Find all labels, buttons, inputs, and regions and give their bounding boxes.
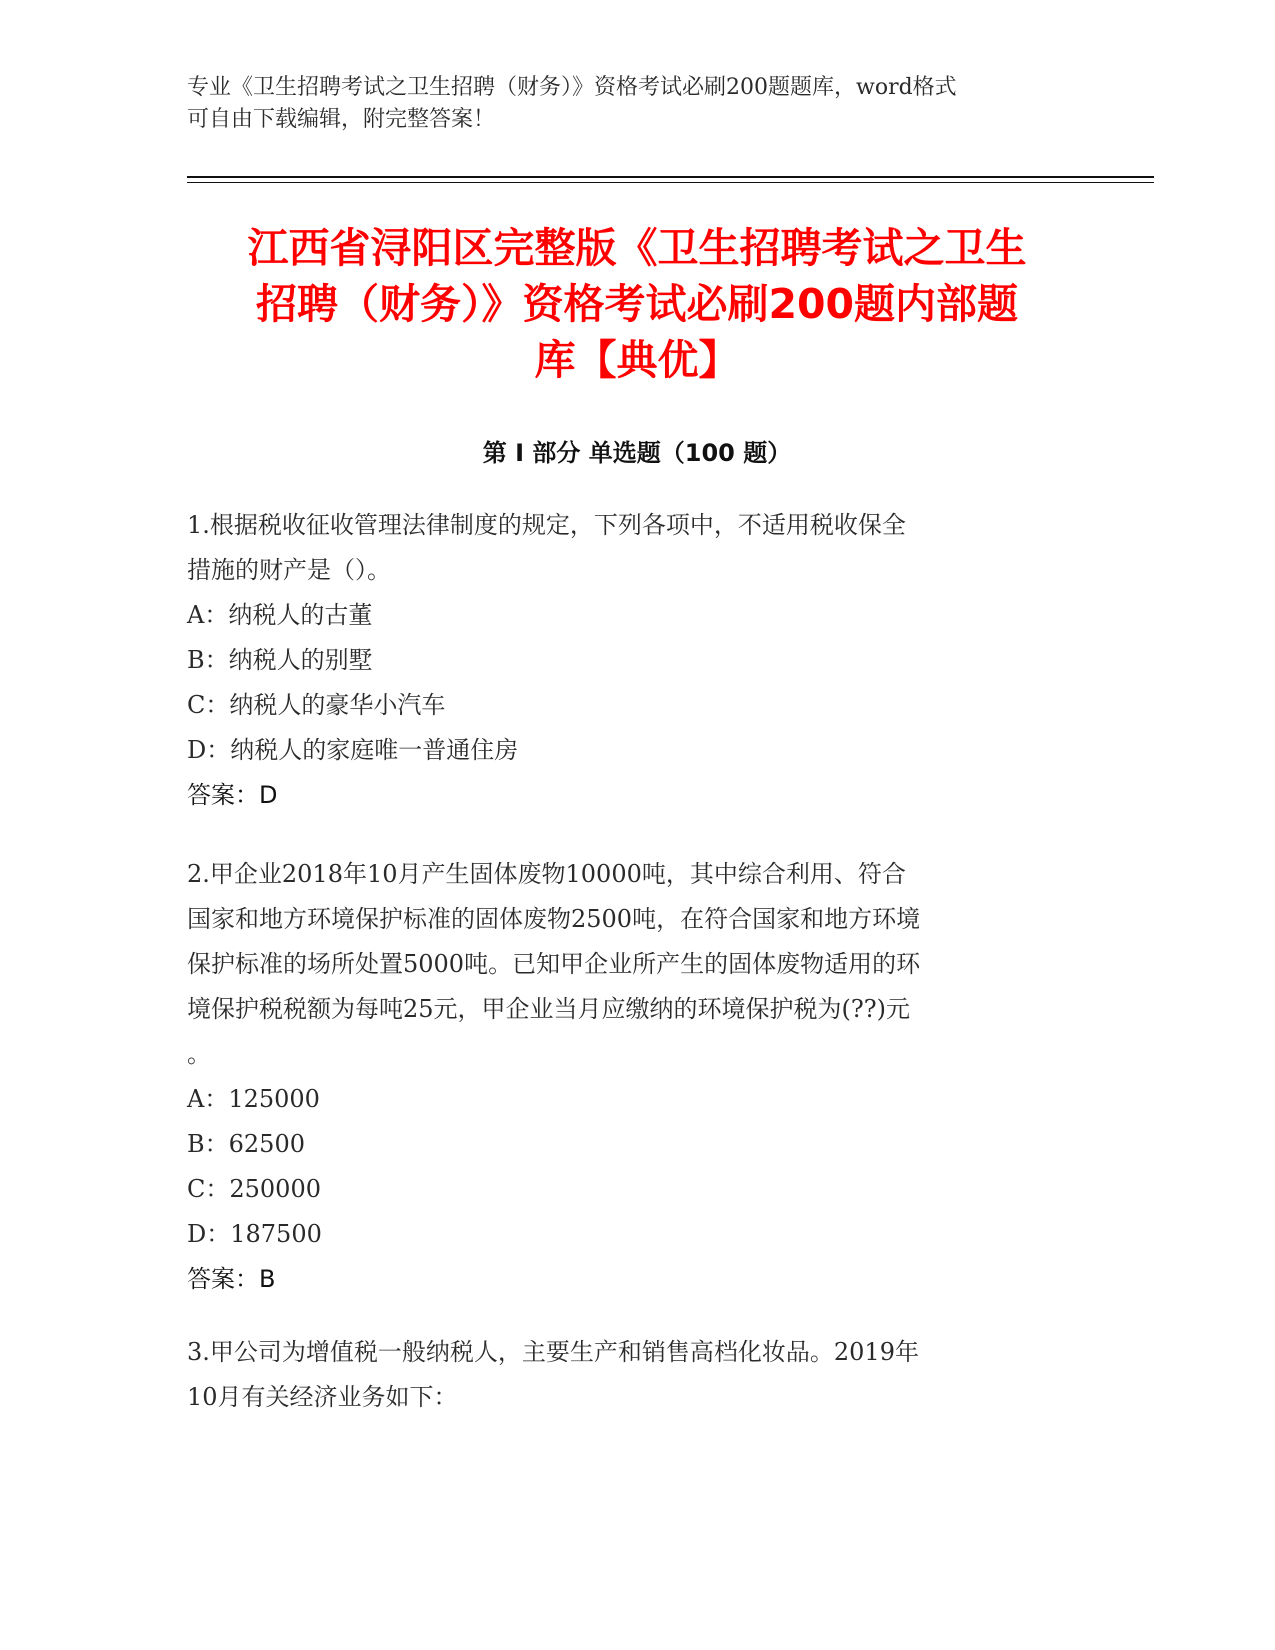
question-2 — [187, 852, 1087, 1302]
question-1 — [187, 503, 1087, 818]
title-line-2: 招聘（财务）》资格考试必刷200题内部题 — [255, 280, 1019, 328]
option-b: B：纳税人的别墅 — [187, 646, 373, 674]
document-title — [187, 220, 1087, 388]
header-line-1: 专业《卫生招聘考试之卫生招聘（财务）》资格考试必刷200题题库，word格式 — [187, 75, 957, 100]
option-b: B：62500 — [187, 1130, 305, 1158]
question-3 — [187, 1330, 1087, 1420]
title-line-3: 库【典优】 — [534, 336, 740, 384]
title-line-1: 江西省浔阳区完整版《卫生招聘考试之卫生 — [247, 224, 1027, 272]
answer: 答案：B — [187, 1265, 276, 1293]
option-d: D：187500 — [187, 1220, 322, 1248]
question-text-line: 3.甲公司为增值税一般纳税人，主要生产和销售高档化妆品。2019年 — [187, 1338, 919, 1366]
header-note — [187, 72, 1087, 136]
question-text-line: 境保护税税额为每吨25元，甲企业当月应缴纳的环境保护税为(??)元 — [187, 995, 910, 1023]
question-text-line: 保护标准的场所处置5000吨。已知甲企业所产生的固体废物适用的环 — [187, 950, 921, 978]
header-line-2: 可自由下载编辑，附完整答案！ — [187, 107, 496, 132]
header-divider-thick — [187, 176, 1154, 178]
question-text-line: 10月有关经济业务如下： — [187, 1383, 458, 1411]
question-text-line: 国家和地方环境保护标准的固体废物2500吨，在符合国家和地方环境 — [187, 905, 921, 933]
question-text-line: 1.根据税收征收管理法律制度的规定，下列各项中，不适用税收保全 — [187, 511, 906, 539]
option-a: A：纳税人的古董 — [187, 601, 373, 629]
section-title: 第 I 部分 单选题（100 题） — [482, 439, 792, 467]
header-divider-thin — [187, 182, 1154, 183]
option-d: D：纳税人的家庭唯一普通住房 — [187, 736, 519, 764]
question-text-line: 2.甲企业2018年10月产生固体废物10000吨，其中综合利用、符合 — [187, 860, 906, 888]
option-a: A：125000 — [187, 1085, 320, 1113]
question-text-line: 措施的财产是（）。 — [187, 556, 391, 584]
option-c: C：250000 — [187, 1175, 321, 1203]
option-c: C：纳税人的豪华小汽车 — [187, 691, 446, 719]
answer: 答案：D — [187, 781, 278, 809]
question-text-line: 。 — [187, 1040, 211, 1068]
